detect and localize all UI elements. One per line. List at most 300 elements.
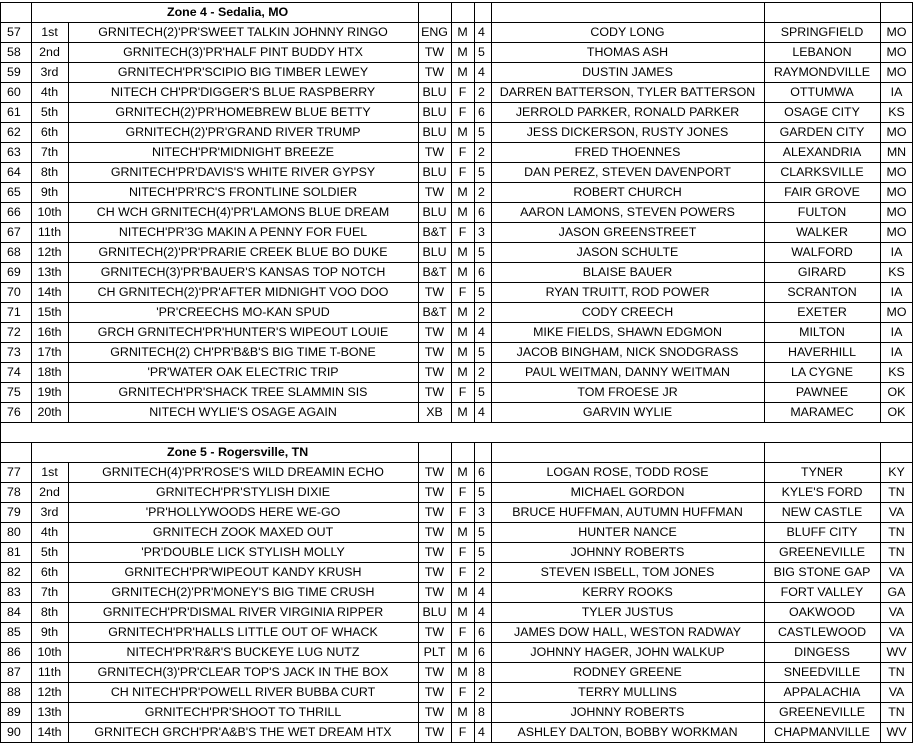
entry-number-cell: 85 (7, 625, 21, 639)
grid-line (68, 602, 69, 622)
grid-line (31, 202, 32, 222)
sex-cell: F (458, 145, 467, 159)
age-cell: 2 (478, 685, 485, 699)
grid-line (880, 502, 881, 522)
age-cell: 4 (478, 725, 485, 739)
grid-line (0, 322, 913, 323)
grid-line (451, 42, 452, 62)
grid-line (418, 662, 419, 682)
table-row (0, 482, 913, 502)
grid-line (31, 142, 32, 162)
age-cell: 5 (478, 385, 485, 399)
dog-name-cell: GRNITECH'PR'WIPEOUT KANDY KRUSH (124, 565, 362, 579)
placement-cell: 3rd (40, 65, 59, 79)
placement-cell: 6th (40, 565, 59, 579)
grid-line (764, 482, 765, 502)
grid-line (31, 602, 32, 622)
breed-cell: TW (424, 345, 445, 359)
grid-line (451, 342, 452, 362)
sex-cell: M (457, 605, 468, 619)
dog-name-cell: GRNITECH ZOOK MAXED OUT (152, 525, 334, 539)
entry-number-cell: 87 (7, 665, 21, 679)
entry-number-cell: 89 (7, 705, 21, 719)
age-cell: 5 (478, 545, 485, 559)
entry-number-cell: 77 (7, 465, 21, 479)
entry-number-cell: 57 (7, 25, 21, 39)
grid-line (68, 502, 69, 522)
grid-line (764, 602, 765, 622)
placement-cell: 9th (40, 185, 59, 199)
grid-line (68, 462, 69, 482)
placement-cell: 8th (40, 165, 59, 179)
dog-name-cell: GRNITECH(2)'PR'MONEY'S BIG TIME CRUSH (111, 585, 375, 599)
owner-cell: JACOB BINGHAM, NICK SNODGRASS (516, 345, 739, 359)
grid-line (31, 282, 32, 302)
age-cell: 6 (478, 105, 485, 119)
grid-line (0, 422, 913, 423)
grid-line (880, 722, 881, 742)
owner-cell: CODY LONG (590, 25, 665, 39)
table-row (0, 722, 913, 742)
grid-line (764, 282, 765, 302)
breed-cell: TW (424, 285, 445, 299)
breed-cell: TW (424, 685, 445, 699)
city-cell: BIG STONE GAP (773, 565, 871, 579)
grid-line (418, 22, 419, 42)
state-cell: MO (886, 165, 907, 179)
grid-line (491, 202, 492, 222)
grid-line (474, 502, 475, 522)
city-cell: RAYMONDVILLE (773, 65, 871, 79)
grid-line (491, 702, 492, 722)
state-cell: MO (886, 305, 907, 319)
grid-line (31, 722, 32, 742)
state-cell: WV (886, 645, 907, 659)
breed-cell: B&T (422, 305, 447, 319)
grid-line (474, 542, 475, 562)
grid-line (451, 562, 452, 582)
grid-line (880, 562, 881, 582)
breed-cell: B&T (422, 265, 447, 279)
grid-line (764, 522, 765, 542)
grid-line (0, 362, 1, 382)
grid-line (474, 342, 475, 362)
grid-line (0, 82, 913, 83)
grid-line (0, 602, 913, 603)
state-cell: MO (886, 225, 907, 239)
owner-cell: JASON GREENSTREET (558, 225, 697, 239)
grid-line (418, 502, 419, 522)
sex-cell: F (458, 485, 467, 499)
grid-line (68, 622, 69, 642)
grid-line (474, 402, 475, 422)
owner-cell: MIKE FIELDS, SHAWN EDGMON (533, 325, 722, 339)
grid-line (0, 642, 913, 643)
grid-line (0, 242, 913, 243)
grid-line (0, 562, 1, 582)
grid-line (491, 462, 492, 482)
grid-line (31, 482, 32, 502)
grid-line (764, 182, 765, 202)
grid-line (0, 202, 1, 222)
grid-line (491, 682, 492, 702)
state-cell: VA (888, 685, 905, 699)
state-cell: KS (888, 105, 905, 119)
grid-line (0, 182, 1, 202)
age-cell: 5 (478, 525, 485, 539)
grid-line (491, 602, 492, 622)
grid-line (451, 522, 452, 542)
breed-cell: TW (424, 505, 445, 519)
breed-cell: PLT (423, 645, 446, 659)
grid-line (474, 262, 475, 282)
state-cell: TN (888, 485, 905, 499)
placement-cell: 15th (37, 305, 62, 319)
grid-line (451, 482, 452, 502)
grid-line (31, 582, 32, 602)
grid-line (0, 282, 1, 302)
grid-line (491, 622, 492, 642)
grid-line (68, 262, 69, 282)
owner-cell: GARVIN WYLIE (582, 405, 673, 419)
table-row (0, 42, 913, 62)
sex-cell: F (458, 285, 467, 299)
zone-header-row (0, 2, 913, 22)
city-cell: OAKWOOD (788, 605, 856, 619)
dog-name-cell: NITECH'PR'3G MAKIN A PENNY FOR FUEL (118, 225, 368, 239)
dog-name-cell: GRNITECH(2) CH'PR'B&B'S BIG TIME T-BONE (110, 345, 376, 359)
grid-line (491, 222, 492, 242)
dog-name-cell: GRNITECH(2)'PR'SWEET TALKIN JOHNNY RINGO (98, 25, 388, 39)
grid-line (0, 102, 913, 103)
grid-line (474, 162, 475, 182)
owner-cell: JASON SCHULTE (576, 245, 679, 259)
table-row (0, 622, 913, 642)
sex-cell: M (457, 185, 468, 199)
grid-line (764, 2, 765, 22)
placement-cell: 16th (37, 325, 62, 339)
grid-line (31, 22, 32, 42)
grid-line (474, 122, 475, 142)
grid-line (0, 502, 1, 522)
city-cell: WALKER (796, 225, 848, 239)
grid-line (474, 302, 475, 322)
age-cell: 2 (478, 185, 485, 199)
city-cell: EXETER (797, 305, 847, 319)
owner-cell: BRUCE HUFFMAN, AUTUMN HUFFMAN (512, 505, 743, 519)
entry-number-cell: 58 (7, 45, 21, 59)
grid-line (474, 582, 475, 602)
grid-line (31, 62, 32, 82)
grid-line (31, 342, 32, 362)
grid-line (764, 542, 765, 562)
grid-line (764, 102, 765, 122)
grid-line (880, 302, 881, 322)
city-cell: LA CYGNE (791, 365, 853, 379)
grid-line (880, 382, 881, 402)
state-cell: VA (888, 625, 905, 639)
grid-line (0, 142, 913, 143)
table-row (0, 562, 913, 582)
state-cell: MO (886, 65, 907, 79)
age-cell: 8 (478, 705, 485, 719)
age-cell: 6 (478, 645, 485, 659)
entry-number-cell: 70 (7, 285, 21, 299)
grid-line (31, 362, 32, 382)
city-cell: CHAPMANVILLE (774, 725, 870, 739)
grid-line (68, 662, 69, 682)
grid-line (0, 322, 1, 342)
owner-cell: ASHLEY DALTON, BOBBY WORKMAN (517, 725, 738, 739)
grid-line (880, 82, 881, 102)
table-row (0, 682, 913, 702)
grid-line (451, 302, 452, 322)
grid-line (451, 162, 452, 182)
grid-line (418, 482, 419, 502)
table-row (0, 222, 913, 242)
dog-name-cell: 'PR'DOUBLE LICK STYLISH MOLLY (141, 545, 345, 559)
grid-line (764, 322, 765, 342)
age-cell: 2 (478, 145, 485, 159)
dog-name-cell: GRNITECH(2)'PR'PRARIE CREEK BLUE BO DUKE (98, 245, 388, 259)
grid-line (764, 262, 765, 282)
owner-cell: DAN PEREZ, STEVEN DAVENPORT (524, 165, 731, 179)
owner-cell: CODY CREECH (581, 305, 674, 319)
owner-cell: JOHNNY ROBERTS (570, 705, 685, 719)
placement-cell: 2nd (39, 45, 60, 59)
entry-number-cell: 64 (7, 165, 21, 179)
placement-cell: 13th (37, 265, 62, 279)
table-row (0, 662, 913, 682)
dog-name-cell: GRNITECH'PR'HALLS LITTLE OUT OF WHACK (108, 625, 378, 639)
grid-line (68, 182, 69, 202)
age-cell: 6 (478, 265, 485, 279)
grid-line (0, 742, 913, 743)
placement-cell: 14th (37, 285, 62, 299)
grid-line (0, 582, 1, 602)
city-cell: GREENEVILLE (778, 705, 866, 719)
grid-line (31, 302, 32, 322)
grid-line (31, 162, 32, 182)
owner-cell: AARON LAMONS, STEVEN POWERS (520, 205, 735, 219)
grid-line (418, 602, 419, 622)
grid-line (418, 122, 419, 142)
grid-line (0, 82, 1, 102)
grid-line (474, 2, 475, 22)
table-row (0, 382, 913, 402)
grid-line (418, 722, 419, 742)
entry-number-cell: 61 (7, 105, 21, 119)
grid-line (474, 82, 475, 102)
entry-number-cell: 80 (7, 525, 21, 539)
state-cell: OK (887, 385, 906, 399)
grid-line (451, 602, 452, 622)
grid-line (68, 682, 69, 702)
dog-name-cell: GRNITECH'PR'DAVIS'S WHITE RIVER GYPSY (110, 165, 376, 179)
sex-cell: M (457, 45, 468, 59)
state-cell: KS (888, 265, 905, 279)
city-cell: FULTON (797, 205, 847, 219)
grid-line (764, 142, 765, 162)
dog-name-cell: NITECH CH'PR'DIGGER'S BLUE RASPBERRY (110, 85, 376, 99)
grid-line (418, 682, 419, 702)
grid-line (474, 482, 475, 502)
table-row (0, 262, 913, 282)
grid-line (451, 642, 452, 662)
grid-line (68, 162, 69, 182)
grid-line (0, 702, 1, 722)
grid-line (68, 142, 69, 162)
grid-line (68, 202, 69, 222)
placement-cell: 4th (40, 525, 59, 539)
entry-number-cell: 66 (7, 205, 21, 219)
placement-cell: 1st (41, 25, 58, 39)
breed-cell: TW (424, 325, 445, 339)
grid-line (880, 582, 881, 602)
grid-line (418, 222, 419, 242)
table-row (0, 542, 913, 562)
entry-number-cell: 67 (7, 225, 21, 239)
grid-line (880, 442, 881, 462)
state-cell: TN (888, 665, 905, 679)
age-cell: 4 (478, 605, 485, 619)
grid-line (474, 702, 475, 722)
grid-line (0, 442, 913, 443)
grid-line (68, 102, 69, 122)
table-row (0, 142, 913, 162)
grid-line (0, 722, 913, 723)
grid-line (68, 482, 69, 502)
entry-number-cell: 76 (7, 405, 21, 419)
grid-line (0, 222, 1, 242)
sex-cell: M (457, 585, 468, 599)
sex-cell: M (457, 205, 468, 219)
grid-line (31, 402, 32, 422)
grid-line (68, 642, 69, 662)
placement-cell: 10th (37, 205, 62, 219)
grid-line (451, 82, 452, 102)
grid-line (451, 22, 452, 42)
grid-line (0, 482, 1, 502)
table-row (0, 282, 913, 302)
grid-line (0, 682, 1, 702)
zone-title: Zone 5 - Rogersville, TN (167, 445, 309, 459)
city-cell: FAIR GROVE (784, 185, 860, 199)
grid-line (451, 122, 452, 142)
grid-line (68, 222, 69, 242)
age-cell: 2 (478, 305, 485, 319)
sex-cell: M (457, 645, 468, 659)
placement-cell: 20th (37, 405, 62, 419)
grid-line (474, 662, 475, 682)
grid-line (474, 642, 475, 662)
grid-line (0, 662, 1, 682)
grid-line (0, 62, 1, 82)
sex-cell: M (457, 465, 468, 479)
sex-cell: M (457, 665, 468, 679)
age-cell: 8 (478, 665, 485, 679)
grid-line (474, 722, 475, 742)
grid-line (418, 442, 419, 462)
table-row (0, 342, 913, 362)
entry-number-cell: 71 (7, 305, 21, 319)
table-row (0, 402, 913, 422)
grid-line (474, 682, 475, 702)
sex-cell: M (457, 405, 468, 419)
city-cell: SNEEDVILLE (783, 665, 861, 679)
grid-line (31, 642, 32, 662)
dog-name-cell: CH NITECH'PR'POWELL RIVER BUBBA CURT (110, 685, 376, 699)
grid-line (474, 102, 475, 122)
grid-line (880, 662, 881, 682)
sex-cell: M (457, 305, 468, 319)
state-cell: MO (886, 185, 907, 199)
dog-name-cell: 'PR'CREECHS MO-KAN SPUD (156, 305, 330, 319)
grid-line (880, 702, 881, 722)
grid-line (31, 462, 32, 482)
placement-cell: 2nd (39, 485, 60, 499)
sex-cell: M (457, 325, 468, 339)
table-row (0, 202, 913, 222)
grid-line (474, 602, 475, 622)
grid-line (764, 22, 765, 42)
grid-line (0, 542, 913, 543)
breed-cell: TW (424, 185, 445, 199)
grid-line (451, 382, 452, 402)
grid-line (418, 542, 419, 562)
entry-number-cell: 83 (7, 585, 21, 599)
grid-line (880, 322, 881, 342)
grid-line (451, 502, 452, 522)
placement-cell: 11th (37, 225, 62, 239)
placement-cell: 7th (40, 145, 59, 159)
state-cell: MO (886, 45, 907, 59)
state-cell: IA (890, 245, 903, 259)
entry-number-cell: 88 (7, 685, 21, 699)
grid-line (0, 122, 913, 123)
grid-line (31, 222, 32, 242)
grid-line (491, 542, 492, 562)
dog-name-cell: GRNITECH GRCH'PR'A&B'S THE WET DREAM HTX (94, 725, 392, 739)
grid-line (451, 242, 452, 262)
placement-cell: 6th (40, 125, 59, 139)
grid-line (451, 542, 452, 562)
age-cell: 5 (478, 125, 485, 139)
city-cell: CASTLEWOOD (777, 625, 867, 639)
age-cell: 5 (478, 245, 485, 259)
breed-cell: TW (424, 465, 445, 479)
state-cell: IA (890, 285, 903, 299)
age-cell: 4 (478, 405, 485, 419)
placement-cell: 5th (40, 545, 59, 559)
grid-line (491, 722, 492, 742)
dog-name-cell: GRCH GRNITECH'PR'HUNTER'S WIPEOUT LOUIE (97, 325, 389, 339)
breed-cell: TW (424, 705, 445, 719)
breed-cell: BLU (422, 165, 447, 179)
age-cell: 2 (478, 565, 485, 579)
grid-line (880, 162, 881, 182)
age-cell: 3 (478, 505, 485, 519)
grid-line (880, 22, 881, 42)
entry-number-cell: 68 (7, 245, 21, 259)
grid-line (880, 522, 881, 542)
dog-name-cell: NITECH'PR'RC'S FRONTLINE SOLDIER (128, 185, 358, 199)
state-cell: TN (888, 525, 905, 539)
state-cell: TN (888, 705, 905, 719)
grid-line (474, 322, 475, 342)
owner-cell: JOHNNY HAGER, JOHN WALKUP (530, 645, 725, 659)
grid-line (68, 402, 69, 422)
